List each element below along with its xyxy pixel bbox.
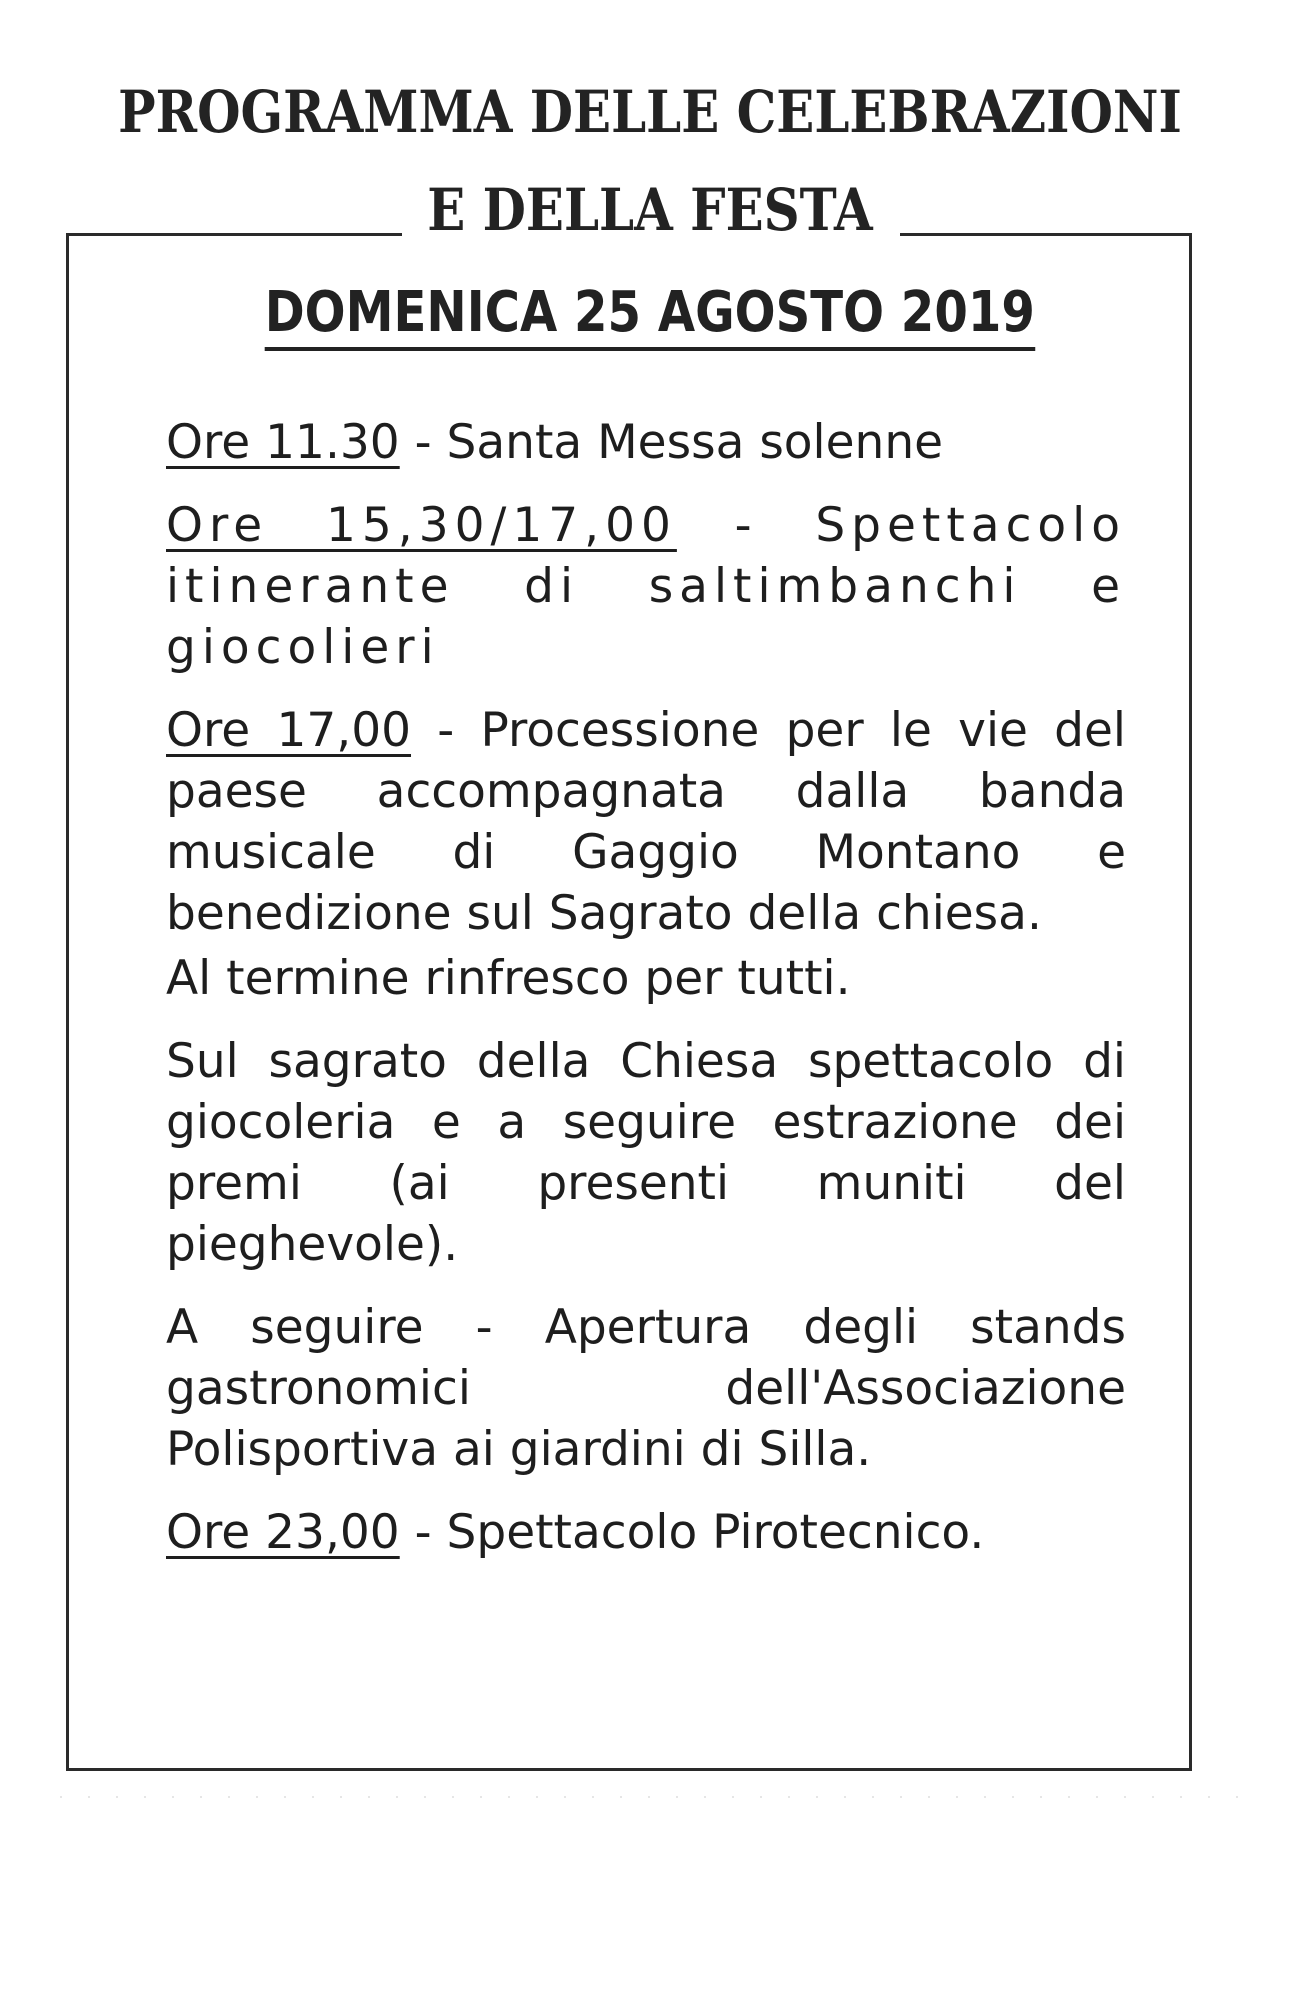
- program-item-mass: [166, 412, 1126, 473]
- program-item-show: [166, 495, 1126, 678]
- program-item-text: - Spettacolo itinerante di saltimbanchi e giocolieri: [166, 498, 1126, 675]
- date-heading: [0, 280, 1300, 351]
- page-title-line-2: E DELLA FESTA: [427, 176, 873, 244]
- program-item-text: Sul sagrato della Chiesa spettacolo di giocoleria e a seguire estrazione dei premi (ai presenti muniti del pieghevole).: [166, 1034, 1126, 1272]
- date-heading-text: DOMENICA 25 AGOSTO 2019: [265, 280, 1035, 351]
- program-item-fireworks: [166, 1502, 1126, 1563]
- program-item-time: Ore 11.30: [166, 415, 400, 470]
- program-item-text: A seguire - Apertura degli stands gastronomici dell'Associazione Polisportiva ai giardini di Silla.: [166, 1300, 1126, 1477]
- program-item-time: Ore 23,00: [166, 1505, 400, 1560]
- program-item-stands: [166, 1297, 1126, 1480]
- program-item-text: - Processione per le vie del paese accompagnata dalla banda musicale di Gaggio Montano e benedizione sul Sagrato della chiesa.: [166, 703, 1126, 941]
- program-list: [166, 412, 1126, 1585]
- program-item-text: - Santa Messa solenne: [399, 415, 944, 470]
- program-item-time: Ore 17,00: [166, 703, 412, 758]
- program-item-juggling: [166, 1031, 1126, 1275]
- program-item-time: Ore 15,30/17,00: [166, 498, 677, 553]
- program-item-text: - Spettacolo Pirotecnico.: [399, 1505, 985, 1560]
- page-title-line-1: PROGRAMMA DELLE CELEBRAZIONI: [118, 78, 1182, 146]
- program-item-text: Al termine rinfresco per tutti.: [166, 951, 851, 1006]
- program-item-refreshment: [166, 948, 1126, 1009]
- scan-artifact-line: [60, 1796, 1240, 1798]
- program-item-procession: [166, 700, 1126, 944]
